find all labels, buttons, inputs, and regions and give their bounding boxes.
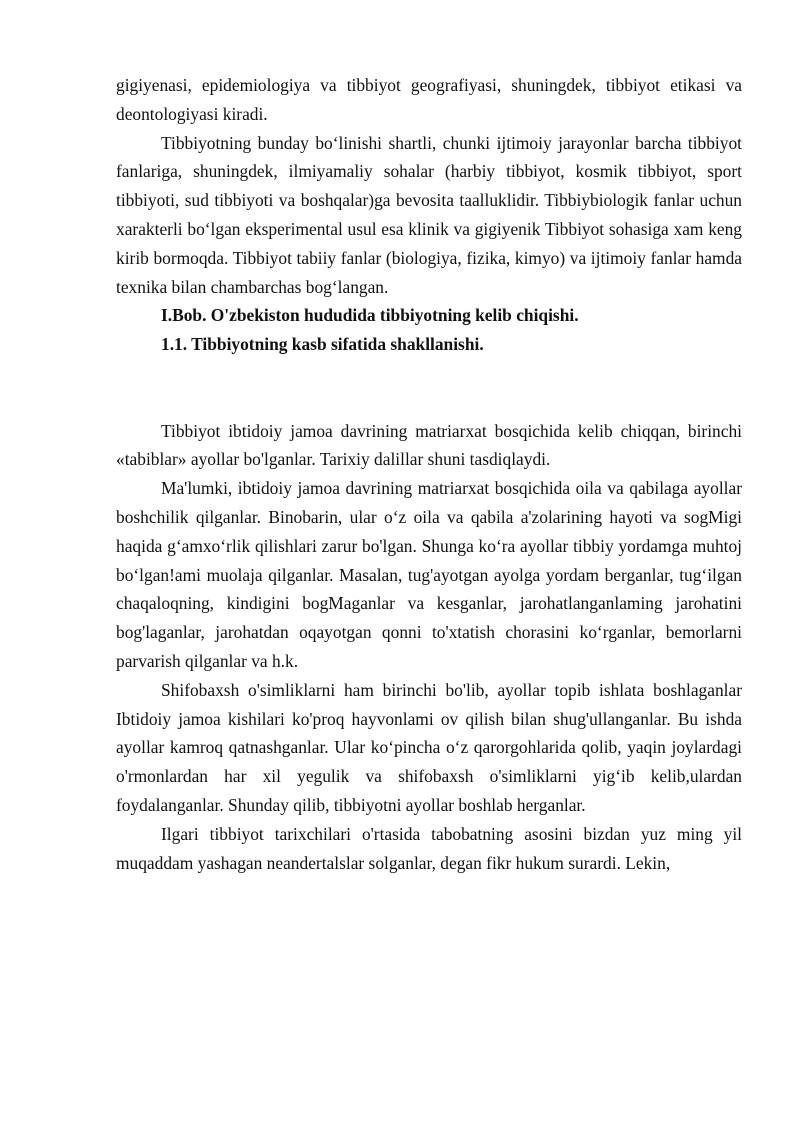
paragraph-matriarchy-origin: Tibbiyot ibtidoiy jamoa davrining matriarxat bosqichida kelib chiqqan, birinchi «tabiblar» ayollar bo'lganlar. Tarixiy dalillar shuni tasdiqlaydi. bbox=[116, 420, 742, 470]
paragraph-medicine-division: Tibbiyotning bunday bo‘linishi shartli, chunki ijtimoiy jarayonlar barcha tibbiyot fanlariga, shuningdek, ilmiyamaliy sohalar (harbiy tibbiyot, kosmik tibbiyot, sport tibbiyoti, sud tibbiyoti va boshqalar)ga bevosita taalluklidir. Tibbiybiologik fanlar uchun xarakterli bo‘lgan eksperimental usul esa klinik va gigiyenik Tibbiyot sohasiga xam keng kirib bormoqda. Tibbiyot tabiiy fanlar (biologiya, fizika, kimyo) va ijtimoiy fanlar hamda texnika bilan chambarchas bog‘langan. bbox=[116, 132, 742, 297]
paragraph-continuation: gigiyenasi, epidemiologiya va tibbiyot geografiyasi, shuningdek, tibbiyot etikasi va deontologiyasi kiradi. bbox=[116, 75, 742, 124]
blank-space bbox=[116, 359, 742, 417]
paragraph-neanderthals: Ilgari tibbiyot tarixchilari o'rtasida tabobatning asosini bizdan yuz ming yil muqaddam yashagan neandertalslar solganlar, degan fikr hukum surardi. Lekin, bbox=[116, 823, 742, 873]
document-page bbox=[116, 71, 742, 877]
paragraph-women-leadership: Ma'lumki, ibtidoiy jamoa davrining matriarxat bosqichida oila va qabilaga ayollar boshchilik qilganlar. Binobarin, ular o‘z oila va qabila a'zolarining hayoti va sogMigi haqida g‘amxo‘rlik qilishlari zarur bo'lgan. Shunga ko‘ra ayollar tibbiy yordamga muhtoj bo‘lgan!ami muolaja qilganlar. Masalan, tug'ayotgan ayolga yordam berganlar, tug‘ilgan chaqaloqning, kindigini bogMaganlar va kesganlar, jarohatlanganlaming jarohatini bog'laganlar, jarohatdan oqayotgan qonni to'xtatish chorasini ko‘rganlar, bemorlarni parvarish qilganlar va h.k. bbox=[116, 478, 742, 671]
section-heading: 1.1. Tibbiyotning kasb sifatida shakllanishi. bbox=[161, 334, 484, 355]
paragraph-medicinal-plants: Shifobaxsh o'simliklarni ham birinchi bo'lib, ayollar topib ishlata boshlaganlar Ibtidoiy jamoa kishilari ko'proq hayvonlami ov qilish bilan shug'ullanganlar. Bu ishda ayollar kamroq qatnashganlar. Ular ko‘pincha o‘z qarorgohlarida qolib, yaqin joylardagi o'rmonlardan har xil yegulik va shifobaxsh o'simliklarni yig‘ib kelib,ulardan foydalanganlar. Shunday qilib, tibbiyotni ayollar boshlab herganlar. bbox=[116, 679, 742, 815]
chapter-heading: I.Bob. O'zbekiston hududida tibbiyotning kelib chiqishi. bbox=[161, 305, 579, 326]
